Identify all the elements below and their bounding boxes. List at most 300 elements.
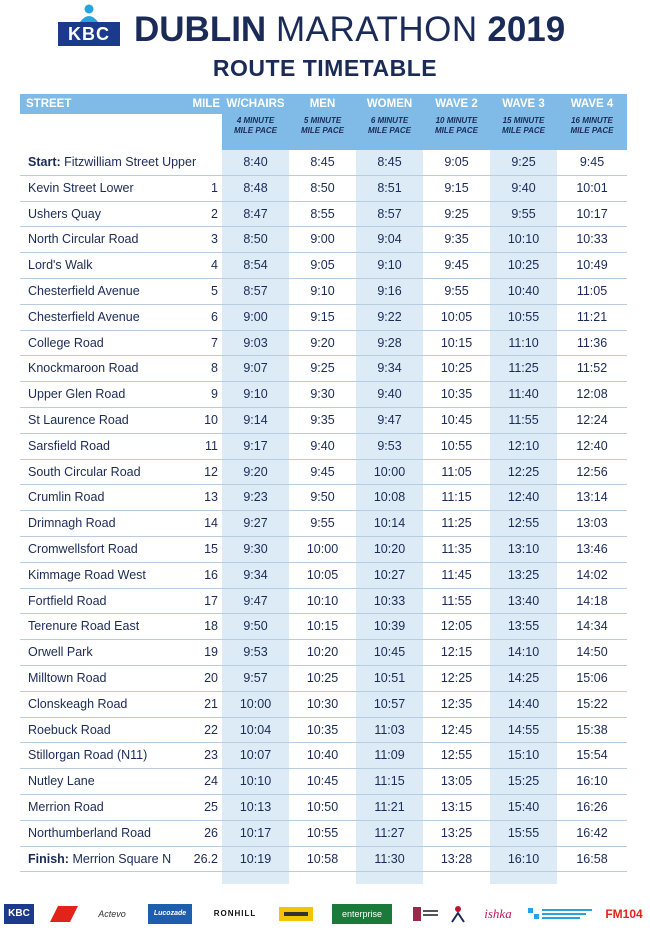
wave4-time-cell: 13:03 <box>576 516 608 531</box>
women-time-cell: 10:27 <box>373 567 406 582</box>
table-body <box>20 150 627 872</box>
chairs-time-cell: 10:07 <box>239 748 272 763</box>
wave3-time-cell: 14:25 <box>507 670 540 685</box>
street-name: Nutley Lane <box>28 774 95 789</box>
table-row <box>20 331 627 357</box>
street-name: Crumlin Road <box>28 490 105 505</box>
wave2-time-cell: 12:15 <box>440 645 473 660</box>
sponsor-council-crest-icon <box>410 904 440 924</box>
mile-cell: 11 <box>205 438 218 453</box>
women-time-cell: 11:21 <box>374 799 405 814</box>
wave3-time-cell: 12:10 <box>507 438 540 453</box>
mile-cell: 20 <box>204 670 218 685</box>
mile-cell: 26.2 <box>193 851 218 866</box>
wave4-time-cell: 11:36 <box>576 335 608 350</box>
header-wave2: WAVE 2 <box>435 98 478 110</box>
wave4-time-cell: 15:38 <box>576 722 608 737</box>
street-name: Ushers Quay <box>28 206 101 221</box>
title-marathon: MARATHON <box>275 10 478 49</box>
street-name: Northumberland Road <box>28 825 151 840</box>
wave3-time-cell: 14:40 <box>507 696 540 711</box>
wave4-time-cell: 16:42 <box>576 825 608 840</box>
men-time-cell: 10:45 <box>306 774 339 789</box>
chairs-time-cell: 8:48 <box>243 180 268 195</box>
wave3-time-cell: 10:10 <box>507 232 540 247</box>
wave4-time-cell: 15:06 <box>576 670 608 685</box>
wave2-time-cell: 10:25 <box>440 361 473 376</box>
street-name: Drimnagh Road <box>28 516 116 531</box>
wave2-time-cell: 12:35 <box>440 696 473 711</box>
wave3-time-cell: 15:55 <box>507 825 540 840</box>
men-time-cell: 9:00 <box>310 232 335 247</box>
sponsor-fm104: FM104 <box>605 907 643 921</box>
street-name: Merrion Square N <box>72 851 172 866</box>
women-time-cell: 10:14 <box>373 516 406 531</box>
table-row <box>20 511 627 537</box>
wave3-time-cell: 15:10 <box>507 748 540 763</box>
men-time-cell: 8:50 <box>310 180 335 195</box>
pace-line: 15 MINUTE <box>502 116 545 125</box>
wave4-time-cell: 15:54 <box>576 748 608 763</box>
mile-cell: 26 <box>204 825 218 840</box>
men-time-cell: 10:58 <box>306 851 339 866</box>
women-time-cell: 9:34 <box>377 361 402 376</box>
chairs-time-cell: 9:30 <box>243 541 268 556</box>
table-row <box>20 227 627 253</box>
wave2-time-cell: 9:25 <box>444 206 469 221</box>
wave2-time-cell: 9:05 <box>444 155 469 169</box>
header-wave4-pace <box>557 116 627 148</box>
men-time-cell: 10:00 <box>306 541 339 556</box>
mile-cell <box>180 150 220 176</box>
mile-cell: 7 <box>211 335 218 350</box>
page-header <box>0 0 650 92</box>
wave4-time-cell: 9:45 <box>579 155 605 169</box>
street-name: Terenure Road East <box>28 619 140 634</box>
men-time-cell: 10:05 <box>306 567 339 582</box>
chairs-time-cell: 10:13 <box>239 799 272 814</box>
women-time-cell: 11:27 <box>374 825 405 840</box>
wave2-time-cell: 11:45 <box>441 567 472 582</box>
pace-line: MILE PACE <box>502 126 545 135</box>
table-row <box>20 795 627 821</box>
street-name: Milltown Road <box>28 670 107 685</box>
wave4-time-cell: 16:26 <box>576 799 608 814</box>
mile-cell: 22 <box>204 722 218 737</box>
wave3-time-cell: 11:10 <box>508 335 539 350</box>
women-time-cell: 10:08 <box>373 490 406 505</box>
women-time-cell: 10:00 <box>373 464 406 479</box>
mile-cell: 18 <box>204 619 218 634</box>
pace-line: MILE PACE <box>435 126 478 135</box>
wave2-time-cell: 10:45 <box>440 412 473 427</box>
women-time-cell: 8:57 <box>377 206 402 221</box>
women-time-cell: 10:51 <box>373 670 406 685</box>
street-name: South Circular Road <box>28 464 141 479</box>
men-time-cell: 9:10 <box>310 283 335 298</box>
women-time-cell: 8:51 <box>377 180 402 195</box>
mile-cell: 25 <box>204 799 218 814</box>
wave2-time-cell: 9:45 <box>444 258 469 273</box>
women-time-cell: 10:39 <box>373 619 406 634</box>
header-wave3: WAVE 3 <box>502 98 545 110</box>
table-row <box>20 563 627 589</box>
kbc-logo-text: KBC <box>58 22 120 46</box>
wave3-time-cell: 14:10 <box>507 645 540 660</box>
pace-line: 10 MINUTE <box>435 116 478 125</box>
table-row <box>20 589 627 615</box>
wave4-time-cell: 10:01 <box>576 180 608 195</box>
wave4-time-cell: 12:40 <box>576 438 608 453</box>
women-time-cell: 11:03 <box>374 722 405 737</box>
table-row <box>20 382 627 408</box>
sponsor-county-council-icon <box>526 904 596 924</box>
men-time-cell: 9:55 <box>310 516 335 531</box>
table-row <box>20 847 627 873</box>
wave2-time-cell: 11:15 <box>441 490 472 505</box>
street-name: Lord's Walk <box>28 258 93 273</box>
mile-cell: 21 <box>204 696 218 711</box>
table-row <box>20 460 627 486</box>
sponsor-bar <box>0 896 650 931</box>
kbc-runner-icon <box>78 4 100 22</box>
men-time-cell: 10:50 <box>306 799 339 814</box>
men-time-cell: 10:20 <box>306 645 339 660</box>
mile-cell: 19 <box>204 645 218 660</box>
women-time-cell: 9:53 <box>377 438 402 453</box>
wave2-time-cell: 10:55 <box>440 438 473 453</box>
street-name: College Road <box>28 335 104 350</box>
wave4-time-cell: 11:05 <box>576 283 608 298</box>
women-time-cell: 9:28 <box>377 335 402 350</box>
men-time-cell: 9:45 <box>310 464 335 479</box>
wave2-time-cell: 10:35 <box>440 387 473 402</box>
street-name: Merrion Road <box>28 799 104 814</box>
mile-cell: 5 <box>211 283 218 298</box>
wave2-time-cell: 9:35 <box>444 232 469 247</box>
street-name: Knockmaroon Road <box>28 361 139 376</box>
men-time-cell: 10:30 <box>306 696 339 711</box>
wave2-time-cell: 12:25 <box>440 670 473 685</box>
men-time-cell: 10:35 <box>306 722 339 737</box>
wave3-time-cell: 12:40 <box>507 490 540 505</box>
wave3-time-cell: 9:25 <box>511 155 536 169</box>
table-row <box>20 434 627 460</box>
table-header <box>20 94 627 150</box>
mile-cell: 1 <box>211 180 218 195</box>
men-time-cell: 9:30 <box>310 387 335 402</box>
wave4-time-cell: 16:58 <box>576 851 608 866</box>
wave4-time-cell: 12:08 <box>576 387 608 402</box>
women-time-cell: 10:20 <box>373 541 406 556</box>
chairs-time-cell: 10:17 <box>239 825 272 840</box>
street-name: Upper Glen Road <box>28 387 126 402</box>
wave4-time-cell: 10:49 <box>576 258 608 273</box>
wave3-time-cell: 12:55 <box>507 516 540 531</box>
mile-cell: 23 <box>204 748 218 763</box>
table-row <box>20 485 627 511</box>
mile-cell: 24 <box>204 774 218 789</box>
women-time-cell: 10:45 <box>373 645 406 660</box>
women-time-cell: 10:33 <box>373 593 406 608</box>
wave3-time-cell: 13:25 <box>507 567 540 582</box>
mile-cell: 2 <box>211 206 218 221</box>
wave3-time-cell: 10:40 <box>507 283 540 298</box>
pace-line: 5 MINUTE <box>303 116 342 125</box>
women-time-cell: 9:40 <box>377 387 402 402</box>
table-row <box>20 537 627 563</box>
women-time-cell: 11:09 <box>374 748 405 763</box>
mile-cell: 15 <box>204 541 218 556</box>
men-time-cell: 8:45 <box>310 155 335 169</box>
wave3-time-cell: 15:40 <box>507 799 540 814</box>
row-prefix-label: Finish: <box>28 851 69 866</box>
wave4-time-cell: 11:21 <box>576 309 608 324</box>
wave4-time-cell: 14:50 <box>576 645 608 660</box>
wave3-time-cell: 9:40 <box>511 180 536 195</box>
mile-cell: 16 <box>204 567 218 582</box>
street-name: Clonskeagh Road <box>28 696 128 711</box>
table-row <box>20 769 627 795</box>
mile-cell: 17 <box>204 593 218 608</box>
sponsor-figure-icon <box>448 904 468 924</box>
chairs-time-cell: 10:10 <box>239 774 272 789</box>
sponsor-mark-icon <box>48 904 80 924</box>
chairs-time-cell: 9:27 <box>243 516 268 531</box>
wave2-time-cell: 12:55 <box>440 748 473 763</box>
chairs-time-cell: 9:03 <box>243 335 268 350</box>
table-row <box>20 202 627 228</box>
street-name: Kimmage Road West <box>28 567 146 582</box>
sponsor-lucozade: Lucozade <box>148 904 192 924</box>
street-name: North Circular Road <box>28 232 139 247</box>
chairs-time-cell: 9:17 <box>243 438 268 453</box>
street-name: Chesterfield Avenue <box>28 309 140 324</box>
women-time-cell: 9:47 <box>377 412 402 427</box>
wave3-time-cell: 15:25 <box>507 774 540 789</box>
men-time-cell: 10:15 <box>306 619 339 634</box>
men-time-cell: 9:15 <box>310 309 335 324</box>
header-street: STREET <box>26 98 72 110</box>
chairs-time-cell: 8:40 <box>243 155 268 169</box>
chairs-time-cell: 9:53 <box>243 645 268 660</box>
header-wave4: WAVE 4 <box>570 98 614 110</box>
wave2-time-cell: 12:05 <box>440 619 473 634</box>
wave3-time-cell: 9:55 <box>511 206 536 221</box>
table-row <box>20 821 627 847</box>
wave2-time-cell: 13:28 <box>440 851 473 866</box>
page-title <box>134 8 565 52</box>
pace-line: 16 MINUTE <box>571 116 613 125</box>
header-men: MEN <box>309 98 336 110</box>
wave4-time-cell: 14:34 <box>576 619 608 634</box>
mile-cell: 3 <box>211 232 218 247</box>
wave4-time-cell: 13:46 <box>576 541 608 556</box>
wave2-time-cell: 13:15 <box>440 799 473 814</box>
table-row <box>20 692 627 718</box>
street-name: Fitzwilliam Street Upper <box>64 155 197 169</box>
mile-cell: 13 <box>204 490 218 505</box>
table-row <box>20 305 627 331</box>
women-time-cell: 9:22 <box>377 309 402 324</box>
header-chairs-pace <box>222 116 289 148</box>
title-year: 2019 <box>487 10 566 49</box>
chairs-time-cell: 9:57 <box>243 670 268 685</box>
wave4-time-cell: 10:33 <box>576 232 608 247</box>
table-row <box>20 150 627 176</box>
chairs-time-cell: 8:54 <box>243 258 268 273</box>
table-row <box>20 408 627 434</box>
table-row <box>20 743 627 769</box>
men-time-cell: 9:25 <box>310 361 335 376</box>
wave3-time-cell: 13:40 <box>507 593 540 608</box>
mile-cell: 8 <box>211 361 218 376</box>
wave2-time-cell: 11:05 <box>441 464 472 479</box>
row-prefix-label: Start: <box>28 155 61 169</box>
wave2-time-cell: 9:55 <box>444 283 469 298</box>
wave3-time-cell: 14:55 <box>507 722 540 737</box>
chairs-time-cell: 9:14 <box>243 412 268 427</box>
men-time-cell: 8:55 <box>310 206 335 221</box>
chairs-time-cell: 10:04 <box>239 722 272 737</box>
table-row <box>20 718 627 744</box>
pace-line: 4 MINUTE <box>236 116 275 125</box>
women-time-cell: 8:45 <box>377 155 402 169</box>
route-timetable <box>20 94 627 866</box>
mile-cell: 10 <box>204 412 218 427</box>
wave2-time-cell: 13:25 <box>440 825 473 840</box>
women-time-cell: 11:15 <box>374 774 405 789</box>
chairs-time-cell: 8:50 <box>243 232 268 247</box>
table-row <box>20 614 627 640</box>
mile-cell: 14 <box>204 516 218 531</box>
mile-cell: 12 <box>204 464 218 479</box>
women-time-cell: 11:30 <box>374 851 405 866</box>
header-women-pace <box>356 116 423 148</box>
pace-line: 6 MINUTE <box>370 116 409 125</box>
chairs-time-cell: 9:10 <box>243 387 268 402</box>
chairs-time-cell: 9:07 <box>243 361 268 376</box>
sponsor-enterprise: enterprise <box>332 904 392 924</box>
table-row <box>20 253 627 279</box>
wave4-time-cell: 10:17 <box>576 206 608 221</box>
men-time-cell: 10:10 <box>306 593 339 608</box>
pace-line: MILE PACE <box>234 126 277 135</box>
sponsor-yellow-badge-icon <box>278 904 314 924</box>
men-time-cell: 10:55 <box>306 825 339 840</box>
street-name: Cromwellsfort Road <box>28 541 138 556</box>
chairs-time-cell: 9:34 <box>243 567 268 582</box>
wave2-time-cell: 9:15 <box>444 180 469 195</box>
men-time-cell: 9:50 <box>310 490 335 505</box>
page-subtitle: ROUTE TIMETABLE <box>212 55 438 81</box>
street-name: Chesterfield Avenue <box>28 283 140 298</box>
wave4-time-cell: 11:52 <box>576 361 608 376</box>
wave4-time-cell: 12:24 <box>576 412 608 427</box>
wave4-time-cell: 14:02 <box>576 567 608 582</box>
header-mile: MILE <box>192 98 220 110</box>
table-row <box>20 176 627 202</box>
wave4-time-cell: 14:18 <box>576 593 608 608</box>
header-women: WOMEN <box>366 98 413 110</box>
men-time-cell: 9:35 <box>310 412 335 427</box>
street-name: St Laurence Road <box>28 412 129 427</box>
chairs-time-cell: 9:47 <box>243 593 268 608</box>
table-row <box>20 640 627 666</box>
pace-line: MILE PACE <box>368 126 411 135</box>
chairs-time-cell: 9:23 <box>243 490 268 505</box>
wave2-time-cell: 10:05 <box>440 309 473 324</box>
mile-cell: 9 <box>211 387 218 402</box>
street-name: Kevin Street Lower <box>28 180 134 195</box>
wave3-time-cell: 11:40 <box>508 387 539 402</box>
table-row <box>20 356 627 382</box>
sponsor-ishka: ishka <box>484 906 512 921</box>
sponsor-actevo: Actevo <box>98 909 126 919</box>
street-name: Fortfield Road <box>28 593 107 608</box>
street-name: Roebuck Road <box>28 722 111 737</box>
table-row <box>20 279 627 305</box>
wave2-time-cell: 13:05 <box>440 774 473 789</box>
men-time-cell: 9:05 <box>310 258 335 273</box>
wave3-time-cell: 16:10 <box>507 851 540 866</box>
women-time-cell: 10:57 <box>373 696 406 711</box>
wave2-time-cell: 12:45 <box>440 722 473 737</box>
wave4-time-cell: 12:56 <box>576 464 608 479</box>
mile-cell: 6 <box>211 309 218 324</box>
wave4-time-cell: 15:22 <box>576 696 608 711</box>
wave3-time-cell: 11:55 <box>508 412 539 427</box>
street-name: Stillorgan Road (N11) <box>28 748 148 763</box>
pace-line: MILE PACE <box>570 126 614 135</box>
sponsor-kbc: KBC <box>4 904 34 924</box>
wave4-time-cell: 13:14 <box>576 490 608 505</box>
chairs-time-cell: 10:00 <box>239 696 272 711</box>
men-time-cell: 10:25 <box>306 670 339 685</box>
chairs-time-cell: 9:00 <box>243 309 268 324</box>
men-time-cell: 9:20 <box>310 335 335 350</box>
wave3-time-cell: 13:10 <box>507 541 540 556</box>
wave3-time-cell: 13:55 <box>507 619 540 634</box>
header-chairs: W/CHAIRS <box>226 98 285 110</box>
wave2-time-cell: 11:25 <box>441 516 472 531</box>
kbc-logo <box>58 4 120 46</box>
table-row <box>20 666 627 692</box>
wave3-time-cell: 11:25 <box>508 361 539 376</box>
chairs-time-cell: 8:57 <box>243 283 268 298</box>
wave2-time-cell: 11:35 <box>441 541 472 556</box>
women-time-cell: 9:16 <box>377 283 402 298</box>
header-wave3-pace <box>490 116 557 148</box>
sponsor-ronhill: RONHILL <box>213 909 257 918</box>
men-time-cell: 9:40 <box>310 438 335 453</box>
wave3-time-cell: 10:25 <box>507 258 540 273</box>
wave3-time-cell: 10:55 <box>507 309 540 324</box>
wave2-time-cell: 10:15 <box>440 335 473 350</box>
chairs-time-cell: 8:47 <box>243 206 268 221</box>
wave4-time-cell: 16:10 <box>576 774 608 789</box>
header-men-pace <box>289 116 356 148</box>
title-dublin: DUBLIN <box>134 10 267 49</box>
pace-line: MILE PACE <box>301 126 344 135</box>
men-time-cell: 10:40 <box>306 748 339 763</box>
women-time-cell: 9:04 <box>377 232 402 247</box>
wave3-time-cell: 12:25 <box>507 464 540 479</box>
chairs-time-cell: 10:19 <box>239 851 272 866</box>
chairs-time-cell: 9:50 <box>243 619 268 634</box>
chairs-time-cell: 9:20 <box>243 464 268 479</box>
mile-cell: 4 <box>211 258 218 273</box>
